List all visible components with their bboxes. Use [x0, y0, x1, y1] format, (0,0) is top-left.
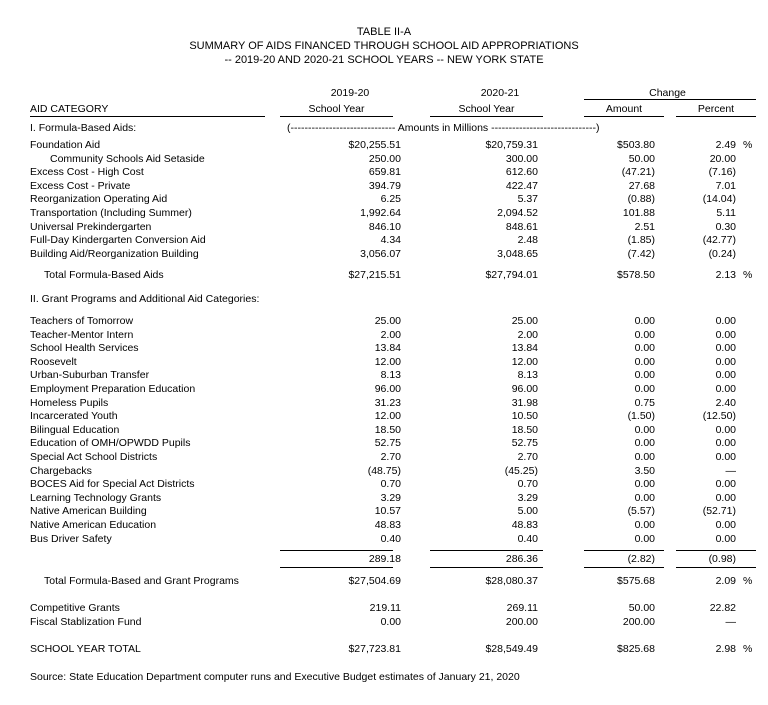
row-label: Community Schools Aid Setaside — [50, 152, 205, 165]
row-change-percent: 0.00 — [715, 423, 736, 436]
row-label: Competitive Grants — [30, 602, 120, 614]
row-change-amount: 3.50 — [634, 464, 655, 477]
row-change-percent: (14.04) — [702, 193, 736, 206]
row-change-amount: 101.88 — [622, 207, 655, 219]
row-change-percent: 5.11 — [716, 207, 736, 219]
row-2020-value: 52.75 — [511, 437, 538, 450]
row-label: Teacher-Mentor Intern — [30, 328, 134, 341]
col1-subtotal-rule — [280, 550, 393, 551]
row-label: Excess Cost - High Cost — [30, 166, 144, 179]
row-2019-value: 659.81 — [368, 166, 401, 179]
row-change-amount: 0.00 — [634, 532, 655, 545]
row-change-amount: (5.57) — [627, 505, 655, 518]
col1-underline — [280, 116, 393, 117]
row-label: Reorganization Operating Aid — [30, 193, 168, 206]
row-label: Building Aid/Reorganization Building — [30, 247, 199, 260]
percent-underline — [676, 116, 756, 117]
row-2020-value: 422.47 — [505, 179, 538, 192]
row-change-amount: 0.00 — [634, 355, 655, 368]
row-change-amount: (1.85) — [627, 234, 655, 247]
row-change-amount: (47.21) — [621, 166, 655, 179]
table-subtitle: SUMMARY OF AIDS FINANCED THROUGH SCHOOL AID APPROPRIATIONS — [189, 40, 579, 52]
row-2019-value: 96.00 — [374, 383, 401, 395]
row-2020-value: 48.83 — [511, 519, 538, 531]
row-label: Employment Preparation Education — [30, 383, 196, 395]
row-2020-value: 2.48 — [517, 234, 538, 247]
row-label: Bus Driver Safety — [30, 532, 112, 545]
row-change-percent: 0.00 — [715, 491, 736, 504]
row-2019-value: 12.00 — [374, 355, 401, 368]
row-change-percent: (0.24) — [708, 247, 736, 260]
row-2019-value: 13.84 — [374, 342, 401, 355]
row-change-percent: 2.40 — [715, 396, 736, 409]
category-underline — [30, 116, 265, 117]
row-2020-value: 18.50 — [511, 423, 538, 436]
total2-change-amount: $575.68 — [617, 575, 655, 587]
row-2020-value: 269.11 — [506, 602, 538, 614]
row-label: Foundation Aid — [30, 139, 101, 151]
row-2020-value: 10.50 — [511, 410, 538, 423]
grand-total-2020-value: $28,549.49 — [485, 643, 538, 655]
amount-subtotal-underline — [584, 567, 664, 568]
grand-total-change-amount: $825.68 — [617, 643, 655, 655]
percent-header: Percent — [697, 103, 735, 115]
aid-category-header: AID CATEGORY — [30, 103, 109, 115]
row-2019-value: $20,255.51 — [348, 139, 401, 151]
row-change-percent: (12.50) — [702, 410, 736, 423]
row-2019-value: 0.00 — [380, 615, 401, 628]
row-change-amount: 27.68 — [628, 179, 655, 192]
row-change-amount: 2.51 — [634, 220, 655, 233]
row-label: Urban-Suburban Transfer — [30, 369, 150, 382]
col2-year-header: 2020-21 — [480, 87, 520, 99]
row-2019-value: 48.83 — [374, 519, 401, 531]
total1-change-amount: $578.50 — [617, 269, 655, 281]
row-2019-value: 3,056.07 — [360, 247, 401, 260]
percent-subtotal-underline — [676, 567, 756, 568]
row-2019-value: 250.00 — [368, 152, 401, 165]
row-2019-value: 3.29 — [380, 491, 401, 504]
row-label: Fiscal Stablization Fund — [30, 615, 142, 628]
total2-label: Total Formula-Based and Grant Programs — [44, 575, 239, 587]
row-2020-value: 96.00 — [511, 383, 538, 395]
row-2019-value: 219.11 — [369, 602, 401, 614]
row-label: Excess Cost - Private — [30, 179, 131, 192]
row-change-amount: 50.00 — [628, 602, 655, 614]
row-2019-value: 6.25 — [380, 193, 401, 206]
row-change-percent: 0.00 — [715, 342, 736, 355]
col2-subtotal-rule — [430, 550, 543, 551]
row-2019-value: 10.57 — [374, 505, 401, 518]
row-label: Special Act School Districts — [30, 451, 158, 463]
row-change-amount: 50.00 — [628, 152, 655, 165]
row-change-percent: — — [725, 615, 736, 628]
row-2020-value: 2.70 — [517, 451, 538, 463]
row-change-percent: 20.00 — [709, 152, 736, 165]
row-change-amount: (1.50) — [627, 410, 655, 423]
row-change-amount: 0.75 — [634, 396, 655, 409]
total1-change-percent: 2.13 — [715, 269, 736, 281]
row-change-percent: 7.01 — [715, 179, 736, 192]
row-2019-value: 4.34 — [380, 234, 401, 247]
row-2019-value: 12.00 — [374, 410, 401, 423]
total1-percent-sign: % — [743, 269, 753, 281]
row-change-amount: 0.00 — [634, 383, 655, 395]
total1-2020-value: $27,794.01 — [485, 269, 538, 281]
row-2020-value: $20,759.31 — [485, 139, 538, 151]
subtotal2-2019-value: 289.18 — [368, 553, 401, 565]
percent-subtotal-rule — [676, 550, 756, 551]
total2-2020-value: $28,080.37 — [485, 575, 538, 587]
change-header: Change — [649, 87, 686, 99]
row-2019-value: 18.50 — [374, 423, 401, 436]
row-2019-value: 25.00 — [374, 315, 401, 327]
row-2019-value: 31.23 — [374, 396, 401, 409]
row-change-percent: 0.00 — [715, 519, 736, 531]
row-label: Incarcerated Youth — [30, 410, 118, 423]
row-change-percent: 0.00 — [715, 532, 736, 545]
row-2020-value: 200.00 — [505, 615, 538, 628]
row-2020-value: 3.29 — [517, 491, 538, 504]
row-2020-value: 300.00 — [505, 152, 538, 165]
row-change-amount: $503.80 — [617, 139, 655, 151]
row-change-amount: 200.00 — [622, 615, 655, 628]
row-2020-value: 25.00 — [511, 315, 538, 327]
subtotal2-change-percent: (0.98) — [708, 553, 736, 565]
row-2020-value: (45.25) — [504, 464, 538, 477]
row-change-percent: (7.16) — [708, 166, 736, 179]
total2-percent-sign: % — [743, 575, 753, 587]
row-2019-value: 2.00 — [380, 328, 401, 341]
col1-school-year-header: School Year — [308, 103, 365, 115]
row-label: Transportation (Including Summer) — [30, 207, 192, 219]
row-change-amount: (0.88) — [627, 193, 655, 206]
row-change-percent: 0.00 — [715, 478, 736, 491]
row-2020-value: 8.13 — [517, 369, 538, 382]
source-note: Source: State Education Department computer runs and Executive Budget estimates of January 21, 2020 — [30, 671, 520, 683]
row-2020-value: 0.70 — [517, 478, 538, 491]
row-label: Chargebacks — [30, 464, 92, 477]
col2-school-year-header: School Year — [458, 103, 515, 115]
row-change-percent: 0.00 — [715, 383, 736, 395]
row-change-percent: 0.00 — [715, 369, 736, 382]
grand-total-2019-value: $27,723.81 — [348, 643, 401, 655]
row-2020-value: 0.40 — [517, 532, 538, 545]
row-label: Full-Day Kindergarten Conversion Aid — [30, 234, 206, 247]
row-change-amount: 0.00 — [634, 342, 655, 355]
row-change-amount: 0.00 — [634, 437, 655, 450]
amount-underline — [584, 116, 664, 117]
row-2020-value: 13.84 — [511, 342, 538, 355]
row-2019-value: 0.40 — [380, 532, 401, 545]
total1-label: Total Formula-Based Aids — [44, 269, 164, 281]
row-change-percent: 0.00 — [715, 315, 736, 327]
amount-header: Amount — [605, 103, 643, 115]
section2-label: II. Grant Programs and Additional Aid Categories: — [30, 293, 260, 305]
row-2019-value: 1,992.64 — [360, 207, 401, 219]
row-2019-value: 0.70 — [380, 478, 401, 491]
row-label: Universal Prekindergarten — [30, 220, 152, 233]
row-change-amount: 0.00 — [634, 423, 655, 436]
row-change-percent: 2.49 — [715, 139, 736, 151]
row-2020-value: 12.00 — [511, 355, 538, 368]
row-2020-value: 3,048.65 — [497, 247, 538, 260]
grand-total-percent-sign: % — [743, 643, 753, 655]
row-2020-value: 5.00 — [517, 505, 538, 518]
col1-subtotal-underline — [280, 567, 393, 568]
section1-label: I. Formula-Based Aids: — [30, 122, 137, 134]
row-change-amount: 0.00 — [634, 491, 655, 504]
row-change-percent: (42.77) — [702, 234, 736, 247]
row-change-percent: 22.82 — [709, 602, 736, 614]
grand-total-change-percent: 2.98 — [715, 643, 736, 655]
row-change-percent: 0.00 — [715, 451, 736, 463]
row-2019-value: 394.79 — [368, 179, 401, 192]
grand-total-label: SCHOOL YEAR TOTAL — [30, 643, 141, 655]
row-label: Native American Education — [30, 519, 157, 531]
row-label: Bilingual Education — [30, 423, 120, 436]
row-2020-value: 2,094.52 — [497, 207, 538, 219]
row-percent-sign: % — [743, 139, 753, 151]
row-2019-value: (48.75) — [367, 464, 401, 477]
amounts-in-millions-note: (------------------------------ Amounts in Millions ------------------------------) — [287, 122, 600, 134]
row-label: Education of OMH/OPWDD Pupils — [30, 437, 191, 450]
col1-year-header: 2019-20 — [330, 87, 370, 99]
row-label: BOCES Aid for Special Act Districts — [30, 478, 195, 491]
subtotal2-2020-value: 286.36 — [505, 553, 538, 565]
row-label: School Health Services — [30, 342, 139, 355]
row-label: Teachers of Tomorrow — [30, 315, 134, 327]
row-change-amount: (7.42) — [627, 247, 655, 260]
row-2020-value: 612.60 — [505, 166, 538, 179]
row-2019-value: 2.70 — [380, 451, 401, 463]
subtotal2-change-amount: (2.82) — [627, 553, 655, 565]
row-2019-value: 846.10 — [368, 220, 401, 233]
row-label: Homeless Pupils — [30, 396, 109, 409]
row-label: Learning Technology Grants — [30, 491, 162, 504]
table-title: TABLE II-A — [356, 26, 412, 38]
col2-underline — [430, 116, 543, 117]
row-2019-value: 8.13 — [380, 369, 401, 382]
row-change-percent: — — [725, 464, 736, 477]
row-change-percent: 0.00 — [715, 437, 736, 450]
row-label: Roosevelt — [30, 355, 77, 368]
row-2020-value: 5.37 — [517, 193, 538, 206]
row-label: Native American Building — [30, 505, 147, 518]
row-change-amount: 0.00 — [634, 328, 655, 341]
row-change-amount: 0.00 — [634, 451, 655, 463]
row-2020-value: 2.00 — [517, 328, 538, 341]
change-overline — [584, 99, 756, 100]
total2-2019-value: $27,504.69 — [348, 575, 401, 587]
row-change-amount: 0.00 — [634, 519, 655, 531]
amount-subtotal-rule — [584, 550, 664, 551]
row-change-percent: 0.00 — [715, 355, 736, 368]
row-change-amount: 0.00 — [634, 478, 655, 491]
row-2020-value: 31.98 — [511, 396, 538, 409]
total1-2019-value: $27,215.51 — [348, 269, 401, 281]
row-2020-value: 848.61 — [505, 220, 538, 233]
row-change-percent: (52.71) — [702, 505, 736, 518]
total2-change-percent: 2.09 — [715, 575, 736, 587]
table-subtitle-years: -- 2019-20 AND 2020-21 SCHOOL YEARS -- NEW YORK STATE — [224, 54, 544, 66]
row-change-amount: 0.00 — [634, 315, 655, 327]
row-change-amount: 0.00 — [634, 369, 655, 382]
row-2019-value: 52.75 — [374, 437, 401, 450]
col2-subtotal-underline — [430, 567, 543, 568]
row-change-percent: 0.00 — [715, 328, 736, 341]
row-change-percent: 0.30 — [715, 220, 736, 233]
